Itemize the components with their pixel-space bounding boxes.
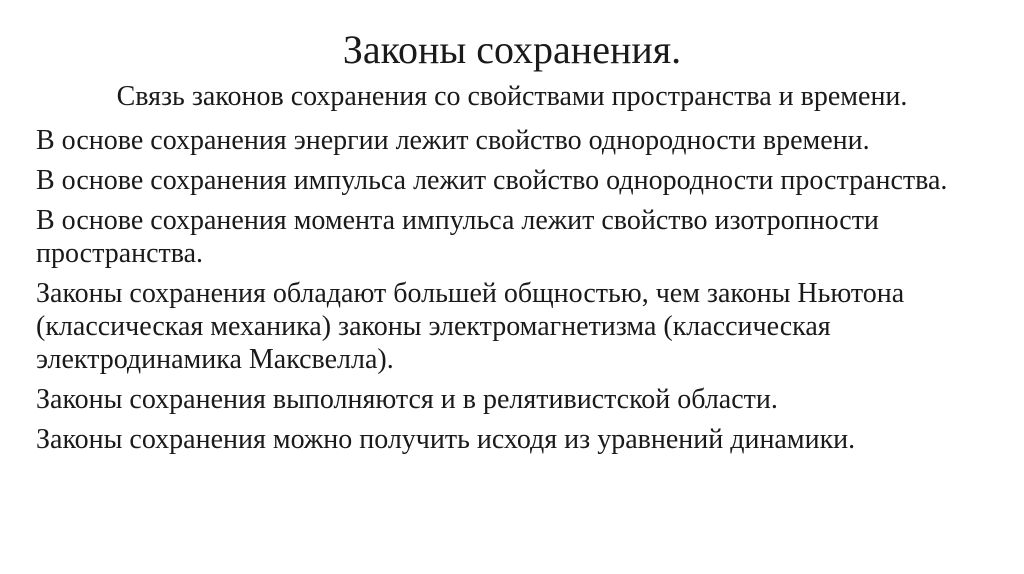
- slide-body: [36, 124, 996, 463]
- paragraph-angular-momentum: В основе сохранения момента импульса лежит свойство изотропности пространства.: [36, 205, 879, 269]
- slide-title: Законы сохранения.: [342, 27, 682, 72]
- paragraph-generality: Законы сохранения обладают большей общностью, чем законы Ньютона (классическая механика) законы электромагнетизма (классическая электродинамика Максвелла).: [36, 278, 905, 375]
- paragraph-momentum: В основе сохранения импульса лежит свойство однородности пространства.: [36, 165, 948, 196]
- paragraph-dynamics: Законы сохранения можно получить исходя из уравнений динамики.: [36, 424, 856, 455]
- paragraph-energy: В основе сохранения энергии лежит свойство однородности времени.: [36, 125, 870, 156]
- paragraph-relativistic: Законы сохранения выполняются и в релятивистской области.: [36, 384, 778, 415]
- slide-subtitle: Связь законов сохранения со свойствами пространства и времени.: [116, 81, 908, 112]
